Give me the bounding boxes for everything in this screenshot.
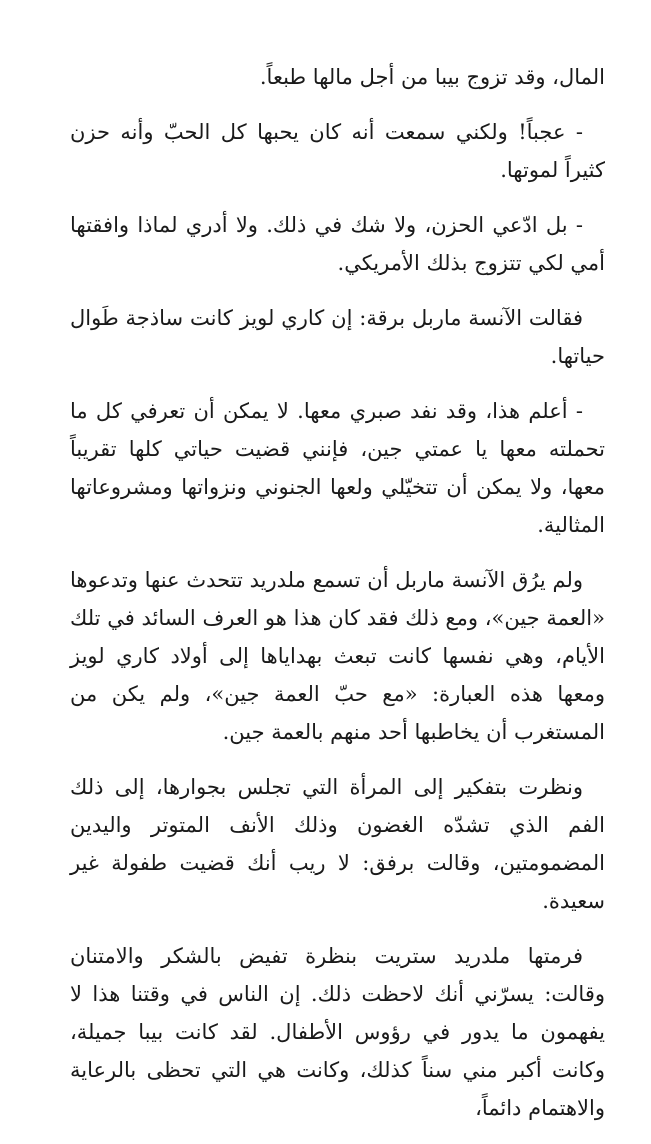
book-page [70,58,605,1144]
paragraph-7: ونظرت بتفكير إلى المرأة التي تجلس بجوارها، إلى ذلك الفم الذي تشدّه الغضون وذلك الأنف المتوتر واليدين المضمومتين، وقالت برفق: لا ريب أنك قضيت طفولة غير سعيدة. [70,775,605,913]
paragraph-6: ولم يرُق الآنسة ماربل أن تسمع ملدريد تتحدث عنها وتدعوها «العمة جين»، ومع ذلك فقد كان هذا هو العرف السائد في تلك الأيام، وهي نفسها كانت تبعث بهداياها إلى أولاد كاري لويز ومعها هذه العبارة: «مع حبّ العمة جين»، ولم يكن من المستغرب أن يخاطبها أحد منهم بالعمة جين. [70,568,605,744]
paragraph-3: - بل ادّعي الحزن، ولا شك في ذلك. ولا أدري لماذا وافقتها أمي لكي تتزوج بذلك الأمريكي. [70,213,605,275]
paragraph-1: المال، وقد تزوج بيبا من أجل مالها طبعاً. [259,65,605,89]
paragraph-2: - عجباً! ولكني سمعت أنه كان يحبها كل الحبّ وأنه حزن كثيراً لموتها. [70,120,605,182]
paragraph-5: - أعلم هذا، وقد نفد صبري معها. لا يمكن أن تعرفي كل ما تحملته معها يا عمتي جين، فإنني قضيت حياتي كلها تقريباً معها، ولا يمكن أن تتخيّلي ولعها الجنوني ونزواتها ومشروعاتها المثالية. [70,399,605,537]
paragraph-4: فقالت الآنسة ماربل برقة: إن كاري لويز كانت ساذجة طَوال حياتها. [70,306,605,368]
paragraph-8: فرمتها ملدريد ستريت بنظرة تفيض بالشكر والامتنان وقالت: يسرّني أنك لاحظت ذلك. إن الناس في وقتنا هذا لا يفهمون ما يدور في رؤوس الأطفال. لقد كانت بيبا جميلة، وكانت أكبر مني سناً كذلك، وكانت هي التي تحظى بالرعاية والاهتمام دائماً، [70,944,605,1120]
